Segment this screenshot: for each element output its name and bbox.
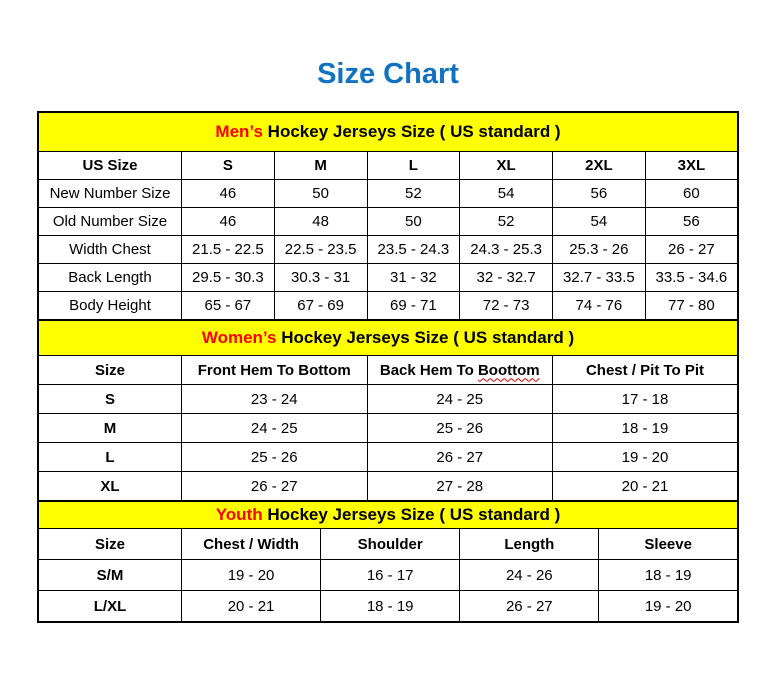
mens-cell: 60	[645, 180, 738, 208]
youth-row-label: L/XL	[38, 591, 182, 623]
mens-cell: 65 - 67	[182, 292, 275, 321]
youth-row	[38, 591, 738, 623]
page-title: Size Chart	[317, 58, 459, 90]
womens-cell: 26 - 27	[182, 472, 368, 502]
mens-cell: 33.5 - 34.6	[645, 264, 738, 292]
mens-cell: 24.3 - 25.3	[460, 236, 553, 264]
mens-cell: 48	[274, 208, 367, 236]
mens-cell: 56	[645, 208, 738, 236]
youth-col-header: Chest / Width	[182, 529, 321, 560]
womens-cell: 24 - 25	[182, 414, 368, 443]
youth-cell: 26 - 27	[460, 591, 599, 623]
womens-row	[38, 443, 738, 472]
youth-header-row	[38, 529, 738, 560]
youth-cell: 24 - 26	[460, 560, 599, 591]
mens-cell: 32.7 - 33.5	[553, 264, 646, 292]
womens-row-label: S	[38, 385, 182, 414]
womens-row	[38, 414, 738, 443]
mens-col-header: XL	[460, 152, 553, 180]
womens-section-row	[38, 320, 738, 356]
youth-cell: 18 - 19	[599, 560, 738, 591]
womens-cell: 27 - 28	[367, 472, 553, 502]
mens-cell: 25.3 - 26	[553, 236, 646, 264]
mens-cell: 72 - 73	[460, 292, 553, 321]
mens-cell: 50	[367, 208, 460, 236]
womens-col-header: Chest / Pit To Pit	[553, 356, 739, 385]
youth-section-row	[38, 501, 738, 529]
mens-cell: 56	[553, 180, 646, 208]
mens-row-label: New Number Size	[38, 180, 182, 208]
mens-cell: 46	[182, 180, 275, 208]
mens-col-header: L	[367, 152, 460, 180]
womens-row	[38, 472, 738, 502]
youth-cell: 16 - 17	[321, 560, 460, 591]
youth-section-header: Youth Hockey Jerseys Size ( US standard )	[38, 501, 738, 529]
mens-row-label: Back Length	[38, 264, 182, 292]
mens-cell: 46	[182, 208, 275, 236]
mens-cell: 77 - 80	[645, 292, 738, 321]
womens-cell: 23 - 24	[182, 385, 368, 414]
womens-col-header: Back Hem To Boottom	[367, 356, 553, 385]
mens-col-header: M	[274, 152, 367, 180]
size-chart	[37, 111, 739, 623]
womens-cell: 17 - 18	[553, 385, 739, 414]
mens-cell: 22.5 - 23.5	[274, 236, 367, 264]
youth-cell: 19 - 20	[599, 591, 738, 623]
mens-row	[38, 236, 738, 264]
youth-col-header: Shoulder	[321, 529, 460, 560]
mens-cell: 67 - 69	[274, 292, 367, 321]
womens-cell: 24 - 25	[367, 385, 553, 414]
womens-size-table	[37, 319, 739, 502]
mens-cell: 74 - 76	[553, 292, 646, 321]
mens-cell: 31 - 32	[367, 264, 460, 292]
womens-col-header: Size	[38, 356, 182, 385]
mens-cell: 26 - 27	[645, 236, 738, 264]
mens-cell: 32 - 32.7	[460, 264, 553, 292]
womens-cell: 26 - 27	[367, 443, 553, 472]
youth-row-label: S/M	[38, 560, 182, 591]
mens-cell: 30.3 - 31	[274, 264, 367, 292]
womens-row	[38, 385, 738, 414]
mens-row-label: Width Chest	[38, 236, 182, 264]
mens-cell: 54	[553, 208, 646, 236]
womens-cell: 25 - 26	[367, 414, 553, 443]
youth-cell: 19 - 20	[182, 560, 321, 591]
mens-header-row	[38, 152, 738, 180]
youth-section-highlight: Youth	[215, 505, 263, 524]
womens-row-label: XL	[38, 472, 182, 502]
mens-col-header: S	[182, 152, 275, 180]
womens-cell: 25 - 26	[182, 443, 368, 472]
mens-section-header: Men’s Hockey Jerseys Size ( US standard )	[38, 112, 738, 152]
youth-col-header: Sleeve	[599, 529, 738, 560]
womens-header-row	[38, 356, 738, 385]
mens-row	[38, 180, 738, 208]
womens-cell: 20 - 21	[553, 472, 739, 502]
mens-cell: 52	[460, 208, 553, 236]
mens-section-row	[38, 112, 738, 152]
womens-cell: 19 - 20	[553, 443, 739, 472]
mens-col-header: US Size	[38, 152, 182, 180]
youth-col-header: Size	[38, 529, 182, 560]
youth-cell: 20 - 21	[182, 591, 321, 623]
youth-size-table	[37, 500, 739, 623]
mens-row-label: Old Number Size	[38, 208, 182, 236]
mens-row	[38, 264, 738, 292]
page	[0, 58, 776, 623]
mens-col-header: 3XL	[645, 152, 738, 180]
womens-cell: 18 - 19	[553, 414, 739, 443]
womens-row-label: L	[38, 443, 182, 472]
mens-cell: 29.5 - 30.3	[182, 264, 275, 292]
womens-row-label: M	[38, 414, 182, 443]
youth-row	[38, 560, 738, 591]
mens-cell: 23.5 - 24.3	[367, 236, 460, 264]
mens-cell: 69 - 71	[367, 292, 460, 321]
mens-section-highlight: Men’s	[215, 122, 263, 141]
womens-col-header: Front Hem To Bottom	[182, 356, 368, 385]
mens-col-header: 2XL	[553, 152, 646, 180]
mens-cell: 54	[460, 180, 553, 208]
mens-row	[38, 208, 738, 236]
youth-col-header: Length	[460, 529, 599, 560]
youth-cell: 18 - 19	[321, 591, 460, 623]
mens-size-table	[37, 111, 739, 321]
mens-cell: 50	[274, 180, 367, 208]
womens-section-highlight: Women’s	[201, 328, 277, 347]
mens-row	[38, 292, 738, 321]
mens-cell: 52	[367, 180, 460, 208]
womens-section-header: Women’s Hockey Jerseys Size ( US standard )	[38, 320, 738, 356]
mens-row-label: Body Height	[38, 292, 182, 321]
misspelled-word: Boottom	[477, 361, 540, 379]
mens-cell: 21.5 - 22.5	[182, 236, 275, 264]
